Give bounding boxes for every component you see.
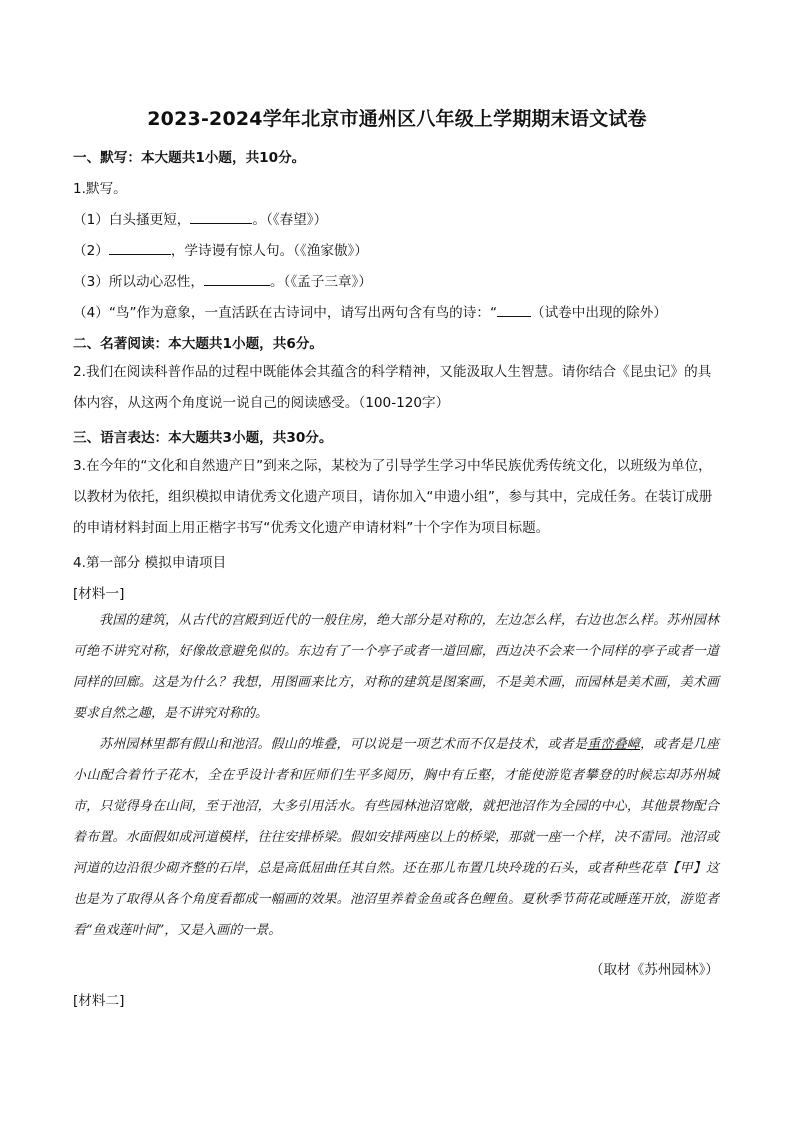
section-2-heading: 二、名著阅读：本大题共1小题，共6分。 — [73, 336, 324, 352]
material-1-passage — [73, 605, 719, 946]
section-1-heading: 一、默写：本大题共1小题，共10分。 — [73, 150, 306, 166]
question-1-item-4 — [73, 301, 667, 321]
paragraph-2-rest: ，或者是几座小山配合着竹子花木，全在乎设计者和匠师们生平多阅历，胸中有丘壑，才能使游览者攀登的时候忘却苏州城市，只觉得身在山间，至于池沼，大多引用活水。有些园林池沼宽敞，就把池沼作为全园的中心，其他景物配合着布置。水面假如成河道模样，往往安排桥梁。假如安排两座以上的桥梁，那就一座一个样，决不雷同。池沼或河道的边沿很少砌齐整的石岸，总是高低屈曲任其自然。还在那儿布置几块玲珑的石头，或者种些花草【甲】这也是为了取得从各个角度看都成一幅画的效果。池沼里养着金鱼或各色鲤鱼。夏秋季节荷花或睡莲开放，游览者看“鱼戏莲叶间”，又是入画的一景。 — [73, 737, 719, 938]
material-2-label: [材料二] — [73, 993, 125, 1009]
question-1-item-1 — [73, 208, 327, 228]
passage-paragraph-2 — [73, 729, 719, 946]
item-2-suffix: ，学诗谩有惊人句。（《渔家傲》） — [170, 243, 368, 259]
page-title: 2023-2024学年北京市通州区八年级上学期期末语文试卷 — [147, 108, 647, 130]
material-1-label: [材料一] — [73, 586, 125, 602]
question-4-heading: 4.第一部分 模拟申请项目 — [73, 555, 227, 571]
item-4-suffix: （试卷中出现的除外） — [531, 305, 667, 321]
paragraph-2-start: 苏州园林里都有假山和池沼。假山的堆叠，可以说是一项艺术而不仅是技术，或者是 — [99, 737, 588, 752]
answer-blank[interactable] — [204, 273, 270, 286]
answer-blank[interactable] — [497, 304, 531, 317]
question-2-text: 2.我们在阅读科普作品的过程中既能体会其蕴含的科学精神，又能汲取人生智慧。请你结合《昆虫记》的具体内容，从这两个角度说一说自己的阅读感受。（100-120字） — [73, 364, 712, 411]
source-citation: （取材《苏州园林》） — [589, 962, 719, 978]
question-1-item-2 — [73, 239, 368, 259]
section-3-heading: 三、语言表达：本大题共3小题，共30分。 — [73, 430, 333, 446]
item-1-suffix: 。（《春望》） — [252, 212, 328, 228]
answer-blank[interactable] — [109, 242, 171, 255]
item-2-prefix: （2） — [73, 243, 109, 259]
answer-blank[interactable] — [190, 211, 252, 224]
question-3-text: 3.在今年的“文化和自然遗产日”到来之际，某校为了引导学生学习中华民族优秀传统文化，以班级为单位，以教材为依托，组织模拟申请优秀文化遗产项目，请你加入“申遗小组”，参与其中，完成任务。在装订成册的申请材料封面上用正楷字书写“优秀文化遗产申请材料”十个字作为项目标题。 — [73, 458, 713, 536]
item-3-suffix: 。（《孟子三章》） — [270, 274, 372, 290]
item-3-prefix: （3）所以动心忍性， — [73, 274, 204, 290]
item-4-prefix: （4）“鸟”作为意象，一直活跃在古诗词中，请写出两句含有鸟的诗：“ — [73, 305, 497, 321]
item-1-prefix: （1）白头搔更短， — [73, 212, 191, 228]
question-1-item-3 — [73, 270, 372, 290]
passage-paragraph-1: 我国的建筑，从古代的宫殿到近代的一般住房，绝大部分是对称的，左边怎么样，右边也怎么样。苏州园林可绝不讲究对称，好像故意避免似的。东边有了一个亭子或者一道回廊，西边决不会来一个同样的亭子或者一道同样的回廊。这是为什么？我想，用图画来比方，对称的建筑是图案画，不是美术画，而园林是美术画，美术画要求自然之趣，是不讲究对称的。 — [73, 613, 719, 721]
question-1-label: 1.默写。 — [73, 181, 127, 197]
underlined-term: 重峦叠嶂 — [587, 737, 640, 752]
